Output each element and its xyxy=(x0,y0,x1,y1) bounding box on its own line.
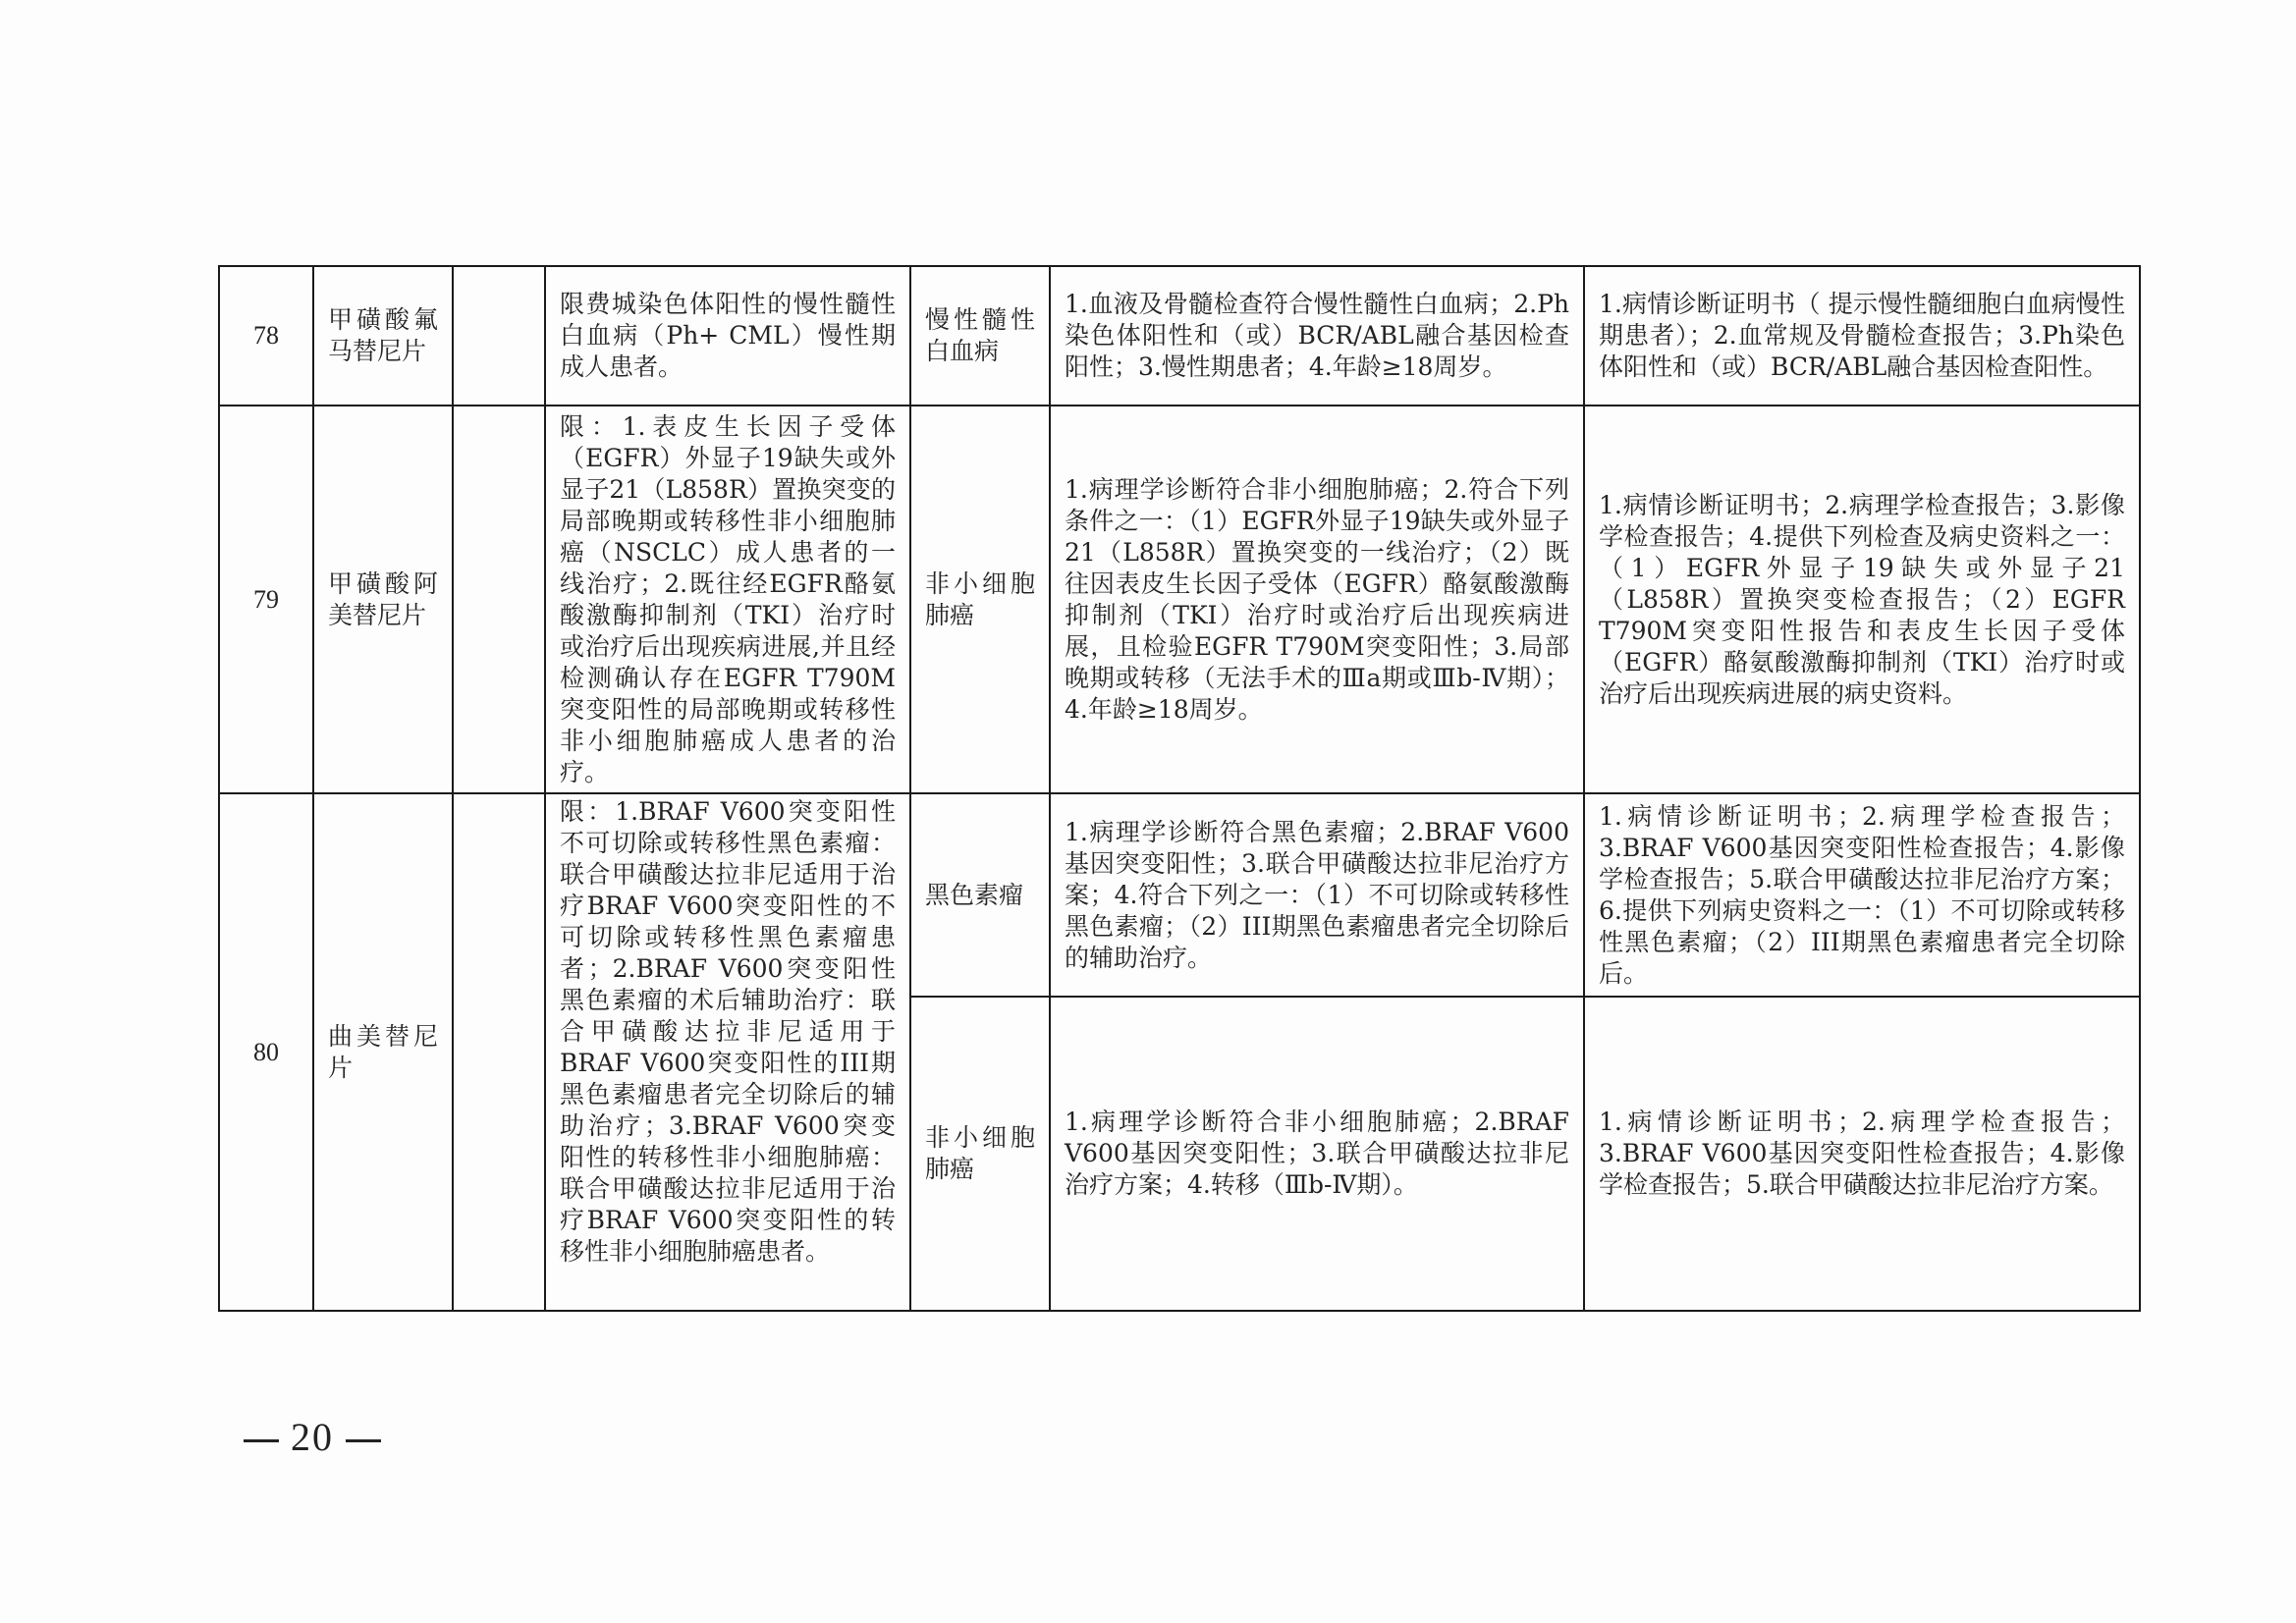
page-number xyxy=(232,1414,393,1460)
required-materials: 1.病情诊断证明书；2.病理学检查报告；3.影像学检查报告；4.提供下列检查及病史资料之一：（1）EGFR外显子19缺失或外显子21（L858R）置换突变检查报告；（2）EGFR T790M突变阳性报告和表皮生长因子受体（EGFR）酪氨酸激酶抑制剂（TKI）治疗时或治疗后出现疾病进展的病史资料。 xyxy=(1584,406,2140,793)
required-materials: 1.病情诊断证明书（ 提示慢性髓细胞白血病慢性期患者）；2.血常规及骨髓检查报告；3.Ph染色体阳性和（或）BCR/ABL融合基因检查阳性。 xyxy=(1584,266,2140,406)
required-materials: 1.病情诊断证明书；2.病理学检查报告；3.BRAF V600基因突变阳性检查报告；4.影像学检查报告；5.联合甲磺酸达拉非尼治疗方案；6.提供下列病史资料之一：（1）不可切除或转移性黑色素瘤；（2）III期黑色素瘤患者完全切除后。 xyxy=(1584,793,2140,997)
table-row xyxy=(219,406,2140,793)
drug-restriction-table xyxy=(218,265,2141,1312)
dash-right xyxy=(346,1439,381,1442)
page-number-value: 20 xyxy=(291,1415,334,1459)
indication: 黑色素瘤 xyxy=(910,793,1050,997)
review-criteria: 1.血液及骨髓检查符合慢性髓性白血病；2.Ph染色体阳性和（或）BCR/ABL融合基因检查阳性；3.慢性期患者；4.年龄≥18周岁。 xyxy=(1050,266,1584,406)
table-row xyxy=(219,793,2140,997)
indication: 慢性髓性白血病 xyxy=(910,266,1050,406)
review-criteria: 1.病理学诊断符合黑色素瘤；2.BRAF V600基因突变阳性；3.联合甲磺酸达拉非尼治疗方案；4.符合下列之一：（1）不可切除或转移性黑色素瘤；（2）III期黑色素瘤患者完全切除后的辅助治疗。 xyxy=(1050,793,1584,997)
restriction-scope: 限：1.表皮生长因子受体（EGFR）外显子19缺失或外显子21（L858R）置换突变的局部晚期或转移性非小细胞肺癌（NSCLC）成人患者的一线治疗；2.既往经EGFR酪氨酸激酶抑制剂（TKI）治疗时或治疗后出现疾病进展,并且经检测确认存在EGFR T790M突变阳性的局部晚期或转移性非小细胞肺癌成人患者的治疗。 xyxy=(545,406,910,793)
restriction-scope: 限：1.BRAF V600突变阳性不可切除或转移性黑色素瘤：联合甲磺酸达拉非尼适用于治疗BRAF V600突变阳性的不可切除或转移性黑色素瘤患者；2.BRAF V600突变阳性黑色素瘤的术后辅助治疗：联合甲磺酸达拉非尼适用于BRAF V600突变阳性的III期黑色素瘤患者完全切除后的辅助治疗；3.BRAF V600突变阳性的转移性非小细胞肺癌：联合甲磺酸达拉非尼适用于治疗BRAF V600突变阳性的转移性非小细胞肺癌患者。 xyxy=(545,793,910,1311)
row-number: 78 xyxy=(219,266,313,406)
drug-name: 甲磺酸氟马替尼片 xyxy=(313,266,453,406)
indication: 非小细胞肺癌 xyxy=(910,997,1050,1311)
drug-code xyxy=(453,266,545,406)
dash-left xyxy=(244,1439,279,1442)
required-materials: 1.病情诊断证明书；2.病理学检查报告；3.BRAF V600基因突变阳性检查报告；4.影像学检查报告；5.联合甲磺酸达拉非尼治疗方案。 xyxy=(1584,997,2140,1311)
indication: 非小细胞肺癌 xyxy=(910,406,1050,793)
review-criteria: 1.病理学诊断符合非小细胞肺癌；2.BRAF V600基因突变阳性；3.联合甲磺酸达拉非尼治疗方案；4.转移（Ⅲb-Ⅳ期）。 xyxy=(1050,997,1584,1311)
review-criteria: 1.病理学诊断符合非小细胞肺癌；2.符合下列条件之一：（1）EGFR外显子19缺失或外显子21（L858R）置换突变的一线治疗；（2）既往因表皮生长因子受体（EGFR）酪氨酸激酶抑制剂（TKI）治疗时或治疗后出现疾病进展，且检验EGFR T790M突变阳性；3.局部晚期或转移（无法手术的Ⅲa期或Ⅲb-Ⅳ期）；4.年龄≥18周岁。 xyxy=(1050,406,1584,793)
restriction-scope: 限费城染色体阳性的慢性髓性白血病（Ph+ CML）慢性期成人患者。 xyxy=(545,266,910,406)
table-row xyxy=(219,266,2140,406)
drug-code xyxy=(453,406,545,793)
drug-name: 曲美替尼片 xyxy=(313,793,453,1311)
row-number: 79 xyxy=(219,406,313,793)
drug-code xyxy=(453,793,545,1311)
row-number: 80 xyxy=(219,793,313,1311)
drug-name: 甲磺酸阿美替尼片 xyxy=(313,406,453,793)
